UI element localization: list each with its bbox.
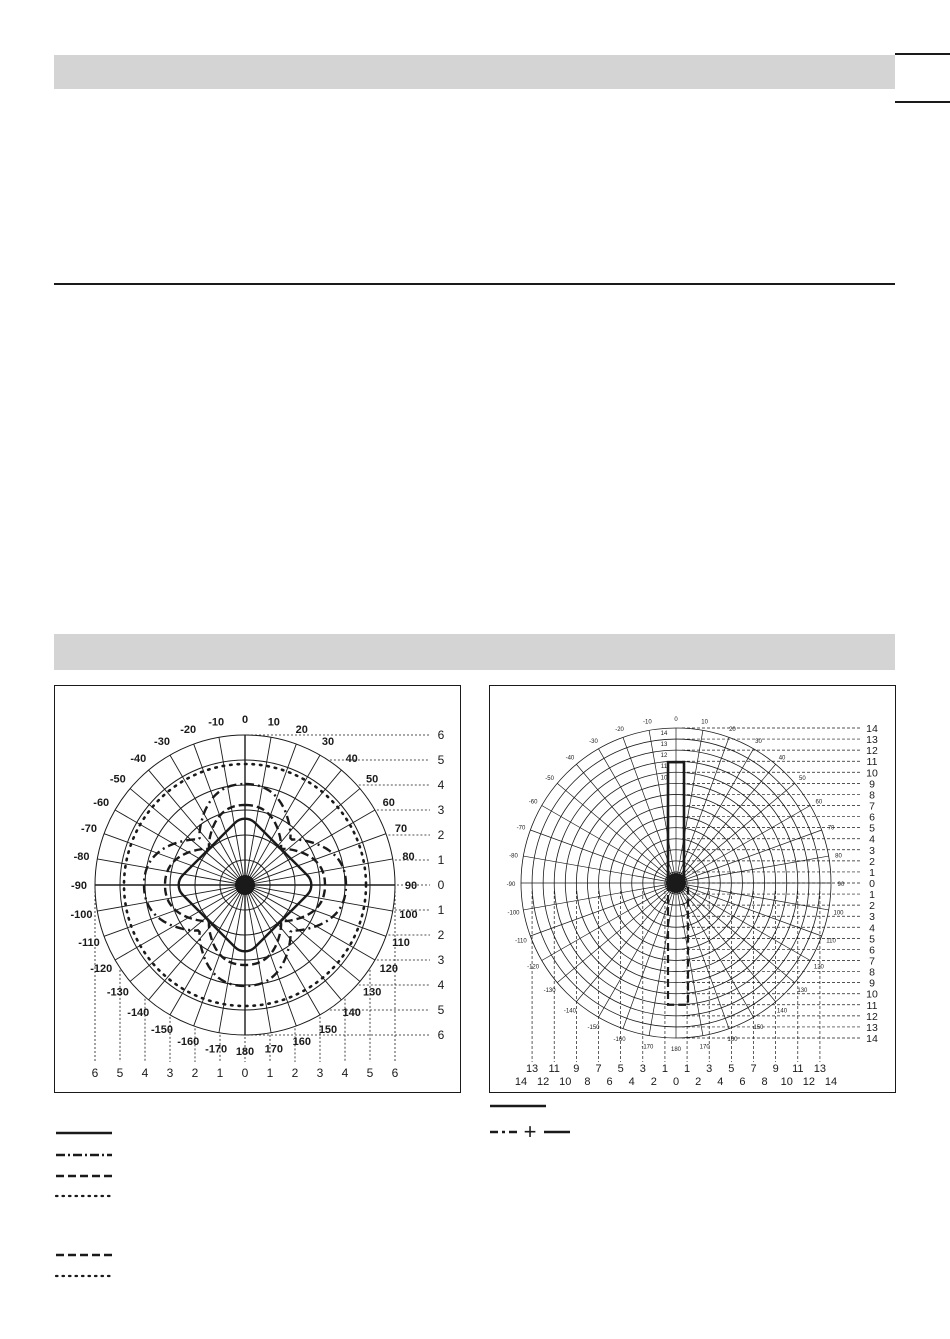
angle-label: -170 <box>641 1044 654 1051</box>
scale-label-bottom-lower: 14 <box>824 1076 838 1088</box>
angle-label: -100 <box>507 910 520 917</box>
angle-label: 60 <box>382 797 395 809</box>
angle-label: 120 <box>813 964 824 971</box>
angle-label: 30 <box>321 736 335 749</box>
angle-label: 20 <box>295 724 308 737</box>
angle-label: -70 <box>516 825 526 832</box>
right-polar-diagram-panel <box>489 685 896 1093</box>
angle-label: -10 <box>208 716 225 729</box>
angle-label: -170 <box>205 1043 228 1056</box>
scale-label-right: 11 <box>866 999 878 1012</box>
scale-label-bottom-upper: 9 <box>772 1063 779 1075</box>
scale-label-right: 12 <box>866 745 878 758</box>
angle-label: -120 <box>90 963 113 975</box>
angle-label: -30 <box>589 739 598 746</box>
angle-label: 80 <box>835 853 842 860</box>
angle-label: 140 <box>342 1007 361 1020</box>
curve-dashed-lower <box>668 883 688 1005</box>
scale-label-bottom-upper: 7 <box>750 1063 757 1075</box>
polar-center-hub <box>235 875 255 895</box>
scale-label-bottom-lower: 10 <box>780 1076 793 1088</box>
scale-label-right: 0 <box>869 878 875 890</box>
angle-label: 10 <box>267 716 280 729</box>
scale-label-bottom-upper: 5 <box>728 1063 735 1075</box>
scale-label-bottom-upper: 11 <box>792 1063 804 1075</box>
scale-label-right: 1 <box>869 889 875 902</box>
scale-label-right: 12 <box>866 1010 878 1023</box>
angle-label: -140 <box>563 1008 576 1015</box>
scale-label-bottom: 2 <box>191 1066 199 1080</box>
scale-label-bottom-upper: 3 <box>706 1063 713 1075</box>
angle-label: 60 <box>815 799 823 806</box>
angle-label: 40 <box>345 752 358 765</box>
section-divider-rule <box>54 283 895 285</box>
angle-label: 110 <box>826 938 836 945</box>
scale-label-bottom-lower: 2 <box>695 1076 702 1088</box>
angle-label: -90 <box>71 880 87 892</box>
angle-label: 150 <box>318 1023 338 1036</box>
angle-label: -40 <box>130 752 147 765</box>
angle-label: 170 <box>699 1044 710 1051</box>
angle-label: -130 <box>106 986 129 999</box>
scale-label-right: 8 <box>869 789 875 802</box>
scale-label-right: 4 <box>437 778 445 792</box>
scale-label-bottom: 5 <box>116 1066 124 1080</box>
scale-label-right: 13 <box>866 734 878 747</box>
scale-label-bottom-lower: 6 <box>606 1076 613 1088</box>
scale-label-right: 1 <box>437 853 445 867</box>
legend-left-swatches <box>54 1125 124 1285</box>
scale-label-bottom: 0 <box>241 1066 249 1080</box>
scale-label-bottom: 3 <box>316 1066 324 1080</box>
scale-label-right: 2 <box>437 828 445 842</box>
scale-label-right: 6 <box>869 944 875 957</box>
left-polar-diagram <box>55 686 462 1094</box>
scale-label-right: 2 <box>437 928 445 942</box>
angle-label: -150 <box>150 1023 174 1036</box>
angle-label: 50 <box>799 775 806 782</box>
scale-label-right: 0 <box>437 878 445 892</box>
scale-label-bottom-upper: 1 <box>684 1063 691 1075</box>
angle-label: -10 <box>643 719 652 726</box>
scale-label-bottom: 2 <box>291 1066 299 1080</box>
angle-label: 70 <box>394 823 408 836</box>
scale-label-bottom-upper: 9 <box>573 1063 580 1075</box>
angle-label: 10 <box>701 719 708 726</box>
ring-label: 14 <box>660 731 668 737</box>
scale-label-right: 1 <box>869 866 875 879</box>
angle-label: -100 <box>70 908 93 921</box>
angle-label: 70 <box>827 825 835 832</box>
angle-label: -20 <box>615 726 624 733</box>
scale-label-bottom-lower: 14 <box>514 1076 528 1088</box>
angle-label: 0 <box>241 714 249 726</box>
angle-label: -20 <box>180 724 197 737</box>
angle-label: 150 <box>753 1024 764 1031</box>
scale-label-right: 9 <box>869 977 875 990</box>
angle-label: -80 <box>73 851 90 864</box>
scale-label-bottom-lower: 4 <box>717 1076 724 1088</box>
scale-label-bottom: 3 <box>166 1066 174 1080</box>
angle-label: 130 <box>797 988 808 995</box>
scale-label-right: 11 <box>866 756 878 769</box>
scale-label-right: 3 <box>437 803 445 817</box>
angle-label: 120 <box>379 963 398 975</box>
scale-label-right: 10 <box>866 988 878 1001</box>
angle-label: -160 <box>613 1037 626 1044</box>
scale-label-bottom: 5 <box>366 1066 374 1080</box>
scale-label-right: 14 <box>866 723 878 735</box>
scale-label-right: 5 <box>869 933 875 946</box>
angle-label: -150 <box>587 1024 600 1031</box>
scale-label-bottom: 1 <box>216 1066 224 1080</box>
scale-label-bottom: 1 <box>266 1066 274 1080</box>
scale-label-right: 9 <box>869 778 875 791</box>
angle-label: -50 <box>109 773 126 786</box>
angle-label: 130 <box>362 986 382 999</box>
page-tab-bottom-rule <box>895 101 950 103</box>
angle-label: 100 <box>399 908 418 921</box>
angle-label: -110 <box>78 936 100 949</box>
section-header-bar-top <box>54 55 895 89</box>
scale-label-bottom-lower: 8 <box>761 1076 768 1088</box>
angle-label: 30 <box>755 739 762 746</box>
scale-label-bottom-lower: 10 <box>559 1076 572 1088</box>
angle-label: -130 <box>543 988 556 995</box>
angle-label: 180 <box>235 1046 255 1058</box>
angle-label: -140 <box>127 1007 150 1020</box>
scale-label-bottom-lower: 0 <box>672 1076 680 1088</box>
angle-label: 80 <box>402 851 415 864</box>
angle-label: -160 <box>177 1035 200 1048</box>
scale-label-right: 2 <box>869 855 875 868</box>
scale-label-bottom-upper: 11 <box>548 1063 560 1075</box>
ring-label: 12 <box>660 753 668 760</box>
scale-label-bottom-upper: 5 <box>617 1063 624 1075</box>
scale-label-bottom-lower: 12 <box>537 1076 550 1088</box>
angle-label: 100 <box>833 910 844 917</box>
scale-label-bottom: 6 <box>91 1066 99 1080</box>
angle-label: 140 <box>777 1008 788 1015</box>
scale-label-right: 6 <box>869 811 875 824</box>
angle-label: 50 <box>366 773 379 786</box>
scale-label-right: 1 <box>437 903 445 917</box>
scale-label-right: 4 <box>869 922 875 935</box>
angle-label: 170 <box>264 1043 284 1056</box>
scale-label-right: 3 <box>869 844 875 857</box>
scale-label-right: 3 <box>869 911 875 924</box>
angle-label: -110 <box>515 938 527 945</box>
ring-label: 13 <box>660 742 668 749</box>
scale-label-bottom-upper: 13 <box>525 1063 539 1075</box>
scale-label-right: 6 <box>437 1028 445 1042</box>
angle-label: 160 <box>727 1037 738 1044</box>
scale-label-right: 13 <box>866 1021 878 1034</box>
angle-label: -40 <box>565 755 575 762</box>
angle-label: -120 <box>527 964 540 971</box>
scale-label-right: 7 <box>869 800 875 813</box>
angle-label: -70 <box>81 823 97 836</box>
angle-label: 40 <box>778 755 786 762</box>
scale-label-bottom-lower: 2 <box>650 1076 657 1088</box>
scale-label-right: 5 <box>437 753 445 767</box>
angle-label: -60 <box>528 799 538 806</box>
scale-label-right: 10 <box>866 767 878 780</box>
angle-label: 90 <box>837 882 845 888</box>
scale-label-right: 5 <box>437 1003 445 1017</box>
scale-label-bottom-lower: 12 <box>802 1076 815 1088</box>
angle-label: 20 <box>729 726 736 733</box>
scale-label-right: 2 <box>869 900 875 913</box>
scale-label-bottom-upper: 13 <box>813 1063 827 1075</box>
page-tab-top-rule <box>895 53 950 55</box>
scale-label-right: 6 <box>437 728 445 742</box>
scale-label-bottom-upper: 1 <box>661 1063 668 1075</box>
scale-label-right: 3 <box>437 953 445 967</box>
angle-label: -30 <box>154 736 170 749</box>
ring-label: 10 <box>660 775 668 782</box>
scale-label-right: 7 <box>869 955 875 968</box>
scale-label-bottom-upper: 3 <box>639 1063 646 1075</box>
angle-label: -80 <box>509 853 518 860</box>
angle-label: 0 <box>674 717 678 723</box>
section-header-bar-diagrams <box>54 634 895 670</box>
legend-plus-symbol: + <box>523 1119 537 1143</box>
scale-label-right: 5 <box>869 822 875 835</box>
angle-label: -50 <box>545 775 554 782</box>
angle-label: 110 <box>392 936 410 949</box>
scale-label-right: 14 <box>866 1033 878 1045</box>
legend-right-swatches <box>488 1098 578 1143</box>
angle-label: 180 <box>670 1047 682 1053</box>
scale-label-bottom-lower: 8 <box>584 1076 591 1088</box>
left-polar-diagram-panel <box>54 685 461 1093</box>
scale-label-right: 4 <box>869 833 875 846</box>
ring-label: 11 <box>660 764 668 771</box>
scale-label-bottom-upper: 7 <box>595 1063 602 1075</box>
angle-label: 90 <box>404 880 418 892</box>
angle-label: -90 <box>506 882 516 888</box>
scale-label-bottom-lower: 6 <box>739 1076 746 1088</box>
scale-label-bottom: 4 <box>341 1066 349 1080</box>
angle-label: -60 <box>93 797 110 809</box>
scale-label-bottom-lower: 4 <box>628 1076 635 1088</box>
scale-label-bottom: 4 <box>141 1066 149 1080</box>
scale-label-bottom: 6 <box>391 1066 399 1080</box>
right-polar-diagram <box>490 686 897 1094</box>
scale-label-right: 8 <box>869 966 875 979</box>
angle-label: 160 <box>292 1035 311 1048</box>
scale-label-right: 4 <box>437 978 445 992</box>
